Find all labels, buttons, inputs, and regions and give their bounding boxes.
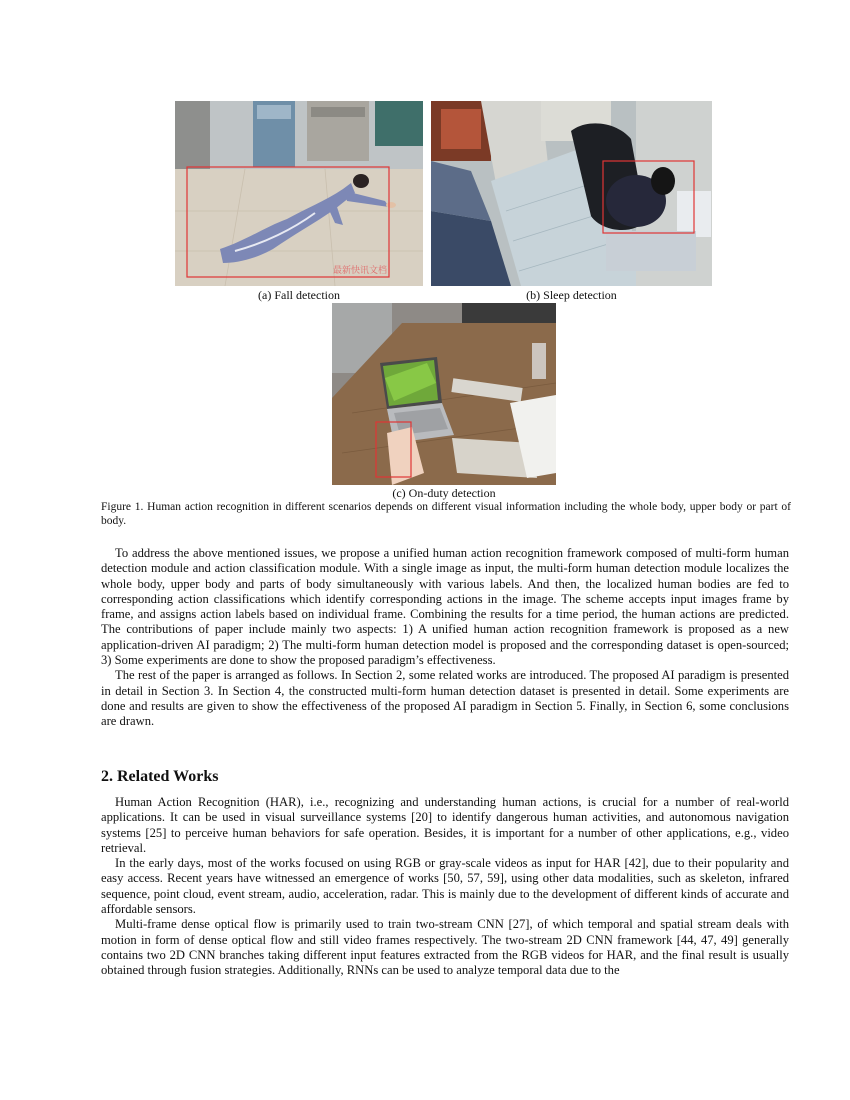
watermark-text: 最新快讯文档	[333, 266, 388, 276]
figure-panel-on-duty-detection	[332, 303, 556, 485]
figure-caption: Figure 1. Human action recognition in different scenarios depends on different visual information including the whole body, upper body or part of body.	[101, 501, 791, 527]
related-paragraph-2: In the early days, most of the works focused on using RGB or gray-scale videos as input for HAR [42], due to their popularity and easy access. Recent years have witnessed an emergence of works [50, 57, 59], using other data modalities, such as skeleton, infrared sequence, point cloud, event stream, audio, acceleration, radar. This is mainly due to the development of different kinds of accurate and affordable sensors.	[101, 856, 789, 917]
related-works-section	[101, 795, 789, 979]
fall-detection-image	[175, 101, 423, 286]
related-paragraph-3: Multi-frame dense optical flow is primarily used to train two-stream CNN [27], of which temporal and spatial stream deals with motion in form of dense optical flow and still video frames respectively. The two-stream 2D CNN framework [44, 47, 49] generally contains two 2D CNN branches taking different input features extracted from the RGB videos for HAR, and the final result is usually obtained through fusion strategies. Additionally, RNNs can be used to analyze temporal data due to the	[101, 917, 789, 978]
figure-panel-fall-detection	[175, 101, 423, 286]
intro-paragraph-2: The rest of the paper is arranged as follows. In Section 2, some related works are introduced. The proposed AI paradigm is presented in detail in Section 3. In Section 4, the constructed multi-form human detection dataset is presented in detail. Some experiments are done and results are given to show the effectiveness of the proposed AI paradigm in Section 5. Finally, in Section 6, some conclusions are drawn.	[101, 668, 789, 729]
related-paragraph-1: Human Action Recognition (HAR), i.e., recognizing and understanding human actions, is crucial for a number of real-world applications. It can be used in visual surveillance systems [20] to identify dangerous human activities, and autonomous navigation systems [25] to perceive human behaviors for safe operation. Besides, it is important for a number of other applications, e.g., video retrieval.	[101, 795, 789, 855]
section-title-related-works: 2. Related Works	[101, 768, 219, 785]
on-duty-detection-image	[332, 303, 556, 485]
sleep-detection-image	[431, 101, 712, 286]
figure-panel-sleep-detection	[431, 101, 712, 286]
intro-paragraph-1: To address the above mentioned issues, we propose a unified human action recognition framework composed of multi-form human detection module and action classification module. With a single image as input, the multi-form human detection module localizes the whole body, upper body and parts of body simultaneously with various labels. And then, the localized human bodies are fed to corresponding action classifications which identify corresponding actions in the image. The scheme accepts input images frame by frame, and assigns action labels based on individual frame. Combining the results for a time period, the human actions are predicted. The contributions of paper include mainly two aspects: 1) A unified human action recognition framework is proposed as a new application-driven AI paradigm; 2) The multi-form human detection model is proposed and the corresponding dataset is open-sourced; 3) Some experiments are done to show the proposed paradigm’s effectiveness.	[101, 546, 789, 668]
panel-a-caption: (a) Fall detection	[258, 288, 340, 302]
panel-c-caption: (c) On-duty detection	[392, 486, 496, 500]
panel-b-caption: (b) Sleep detection	[526, 288, 617, 302]
intro-section	[101, 546, 789, 730]
